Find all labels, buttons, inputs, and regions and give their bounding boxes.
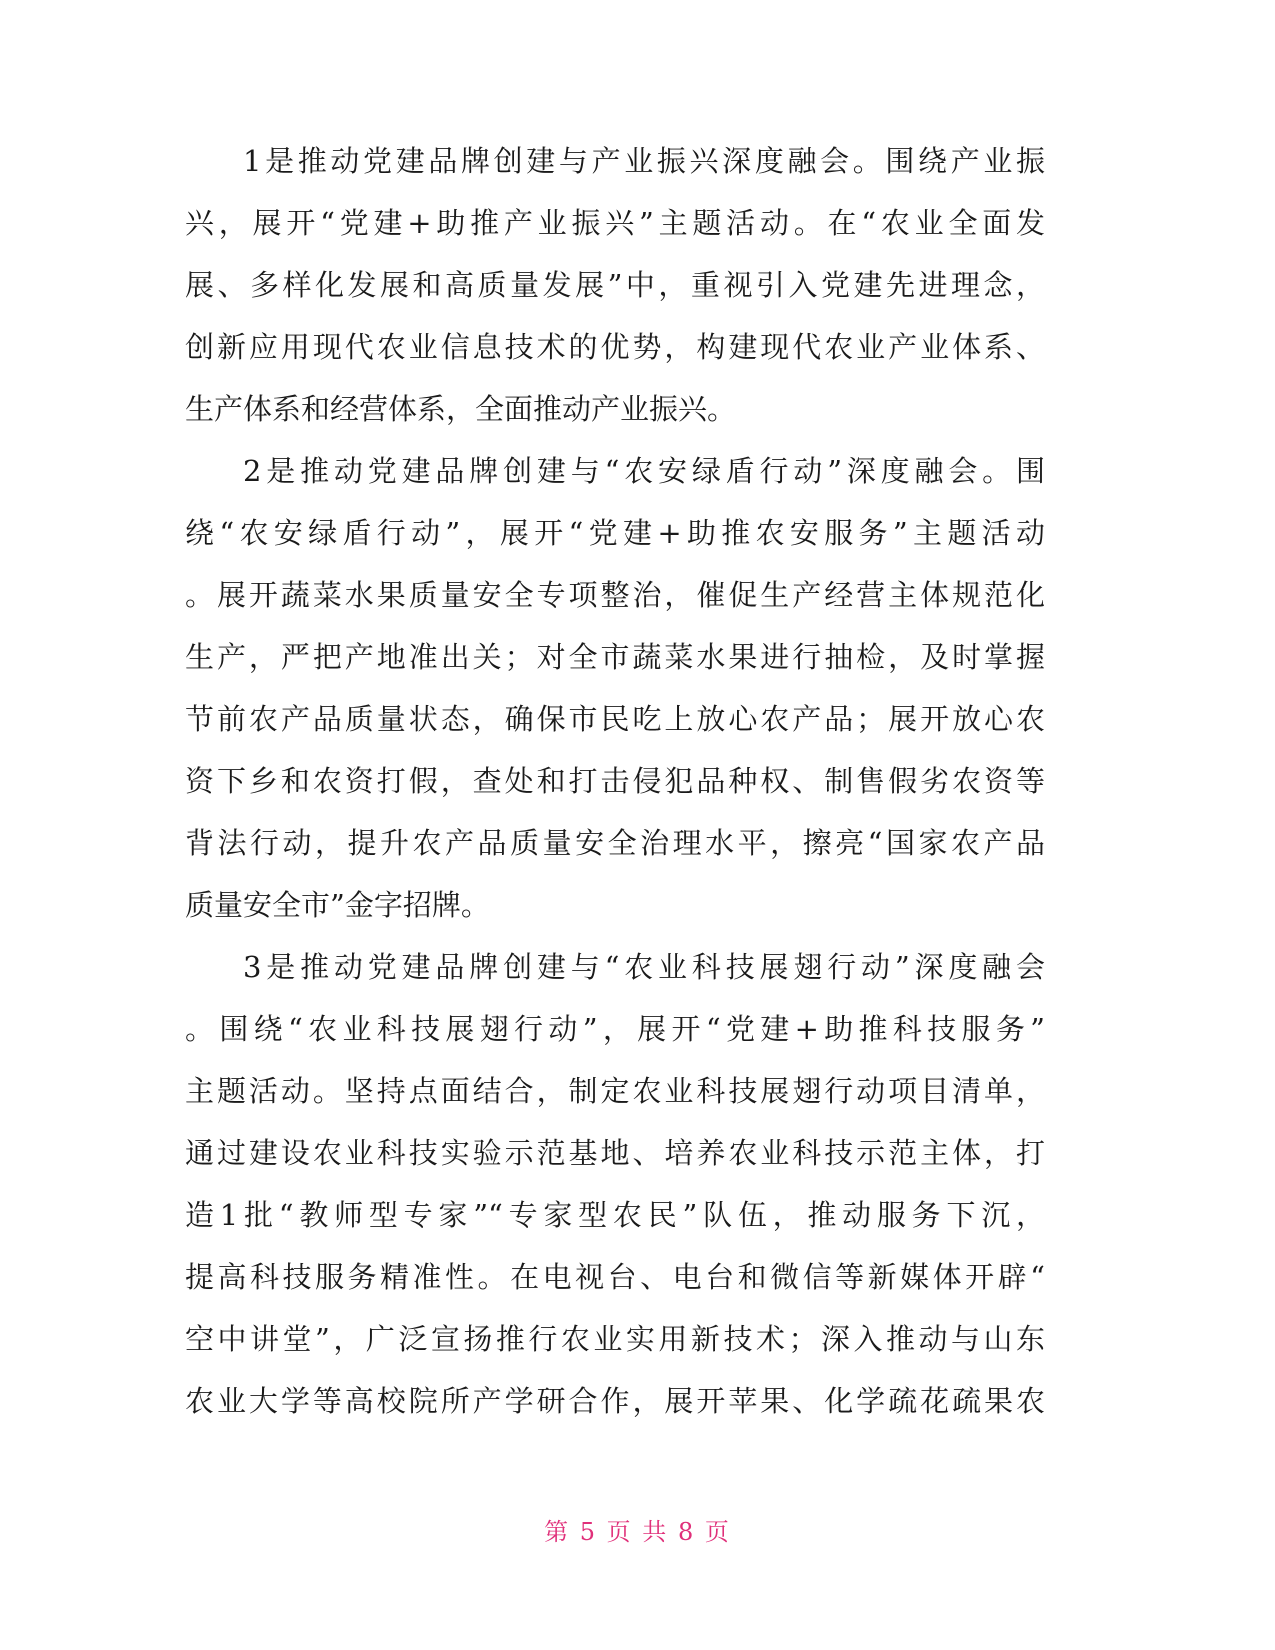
paragraph-line: 空中讲堂”，广泛宣扬推行农业实用新技术；深入推动与山东 xyxy=(185,1322,1045,1356)
paragraph-line: 展、多样化发展和高质量发展”中，重视引入党建先进理念， xyxy=(185,268,1045,302)
page-number-footer: 第 5 页 共 8 页 xyxy=(544,1518,731,1546)
paragraph-line: 绕“农安绿盾行动”，展开“党建+助推农安服务”主题活动 xyxy=(185,516,1045,550)
paragraph-line: 创新应用现代农业信息技术的优势，构建现代农业产业体系、 xyxy=(185,330,1045,364)
paragraph-line: 兴，展开“党建+助推产业振兴”主题活动。在“农业全面发 xyxy=(185,206,1045,240)
paragraph-line: 1是推动党建品牌创建与产业振兴深度融会。围绕产业振 xyxy=(243,144,1045,178)
paragraph-2 xyxy=(185,440,1045,936)
paragraph-line: 背法行动，提升农产品质量安全治理水平，擦亮“国家农产品 xyxy=(185,826,1045,860)
paragraph-line: 资下乡和农资打假，查处和打击侵犯品种权、制售假劣农资等 xyxy=(185,764,1045,798)
paragraph-line: 生产体系和经营体系，全面推动产业振兴。 xyxy=(185,392,737,426)
paragraph-line: 3是推动党建品牌创建与“农业科技展翅行动”深度融会 xyxy=(243,950,1045,984)
paragraph-line: 。围绕“农业科技展翅行动”，展开“党建+助推科技服务” xyxy=(185,1012,1045,1046)
paragraph-line: 造1批“教师型专家”“专家型农民”队伍，推动服务下沉， xyxy=(185,1198,1045,1232)
paragraph-line: 主题活动。坚持点面结合，制定农业科技展翅行动项目清单， xyxy=(185,1074,1045,1108)
paragraph-line: 质量安全市”金字招牌。 xyxy=(185,888,490,922)
paragraph-line: 农业大学等高校院所产学研合作，展开苹果、化学疏花疏果农 xyxy=(185,1384,1045,1418)
paragraph-line: 提高科技服务精准性。在电视台、电台和微信等新媒体开辟“ xyxy=(185,1260,1045,1294)
paragraph-line: 。展开蔬菜水果质量安全专项整治，催促生产经营主体规范化 xyxy=(185,578,1045,612)
document-body xyxy=(185,130,1045,1432)
paragraph-line: 2是推动党建品牌创建与“农安绿盾行动”深度融会。围 xyxy=(243,454,1045,488)
paragraph-1 xyxy=(185,130,1045,440)
paragraph-line: 通过建设农业科技实验示范基地、培养农业科技示范主体，打 xyxy=(185,1136,1045,1170)
paragraph-line: 生产，严把产地准出关；对全市蔬菜水果进行抽检，及时掌握 xyxy=(185,640,1045,674)
paragraph-3 xyxy=(185,936,1045,1432)
paragraph-line: 节前农产品质量状态，确保市民吃上放心农产品；展开放心农 xyxy=(185,702,1045,736)
